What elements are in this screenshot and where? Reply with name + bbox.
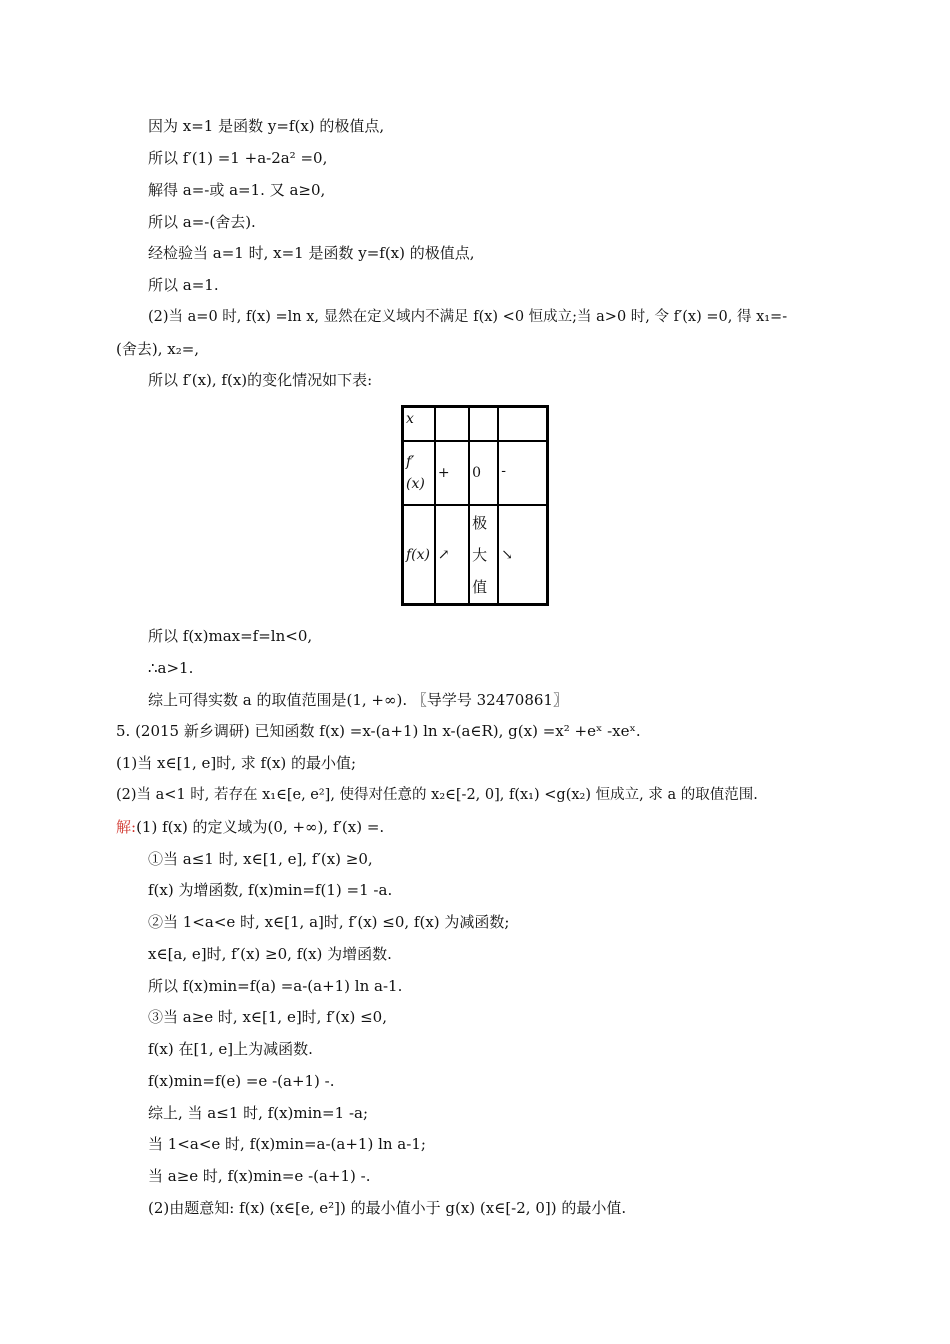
text-line: 解得 a=-或 a=1. 又 a≥0, <box>148 181 326 199</box>
text-line: 所以 f(x)max=f=ln<0, <box>148 627 313 645</box>
text-line: 综上可得实数 a 的取值范围是(1, +∞). 〖导学号 32470861〗 <box>148 691 568 709</box>
text-line: 经检验当 a=1 时, x=1 是函数 y=f(x) 的极值点, <box>148 244 475 262</box>
table-cell: ↘ <box>498 505 547 604</box>
text-line: 综上, 当 a≤1 时, f(x)min=1 -a; <box>148 1104 369 1122</box>
table-cell: 极大值 <box>469 505 498 604</box>
text-line: 所以 f′(1) =1 +a-2a² =0, <box>148 149 328 167</box>
text-line: ∴a>1. <box>148 659 194 677</box>
table-row <box>403 441 548 505</box>
text-line: 所以 f′(x), f(x)的变化情况如下表: <box>148 371 373 389</box>
text-line: 所以 a=1. <box>148 276 219 294</box>
text-line: 所以 a=-(舍去). <box>148 213 256 231</box>
text-line: 当 a≥e 时, f(x)min=e -(a+1) -. <box>148 1167 371 1185</box>
text-line: (2)当 a=0 时, f(x) =ln x, 显然在定义域内不满足 f(x) <0 恒成立;当 a>0 时, 令 f′(x) =0, 得 x₁=- <box>148 309 788 325</box>
text-line <box>116 817 384 837</box>
text-line: f(x) 为增函数, f(x)min=f(1) =1 -a. <box>148 881 393 899</box>
text-line: f(x) 在[1, e]上为减函数. <box>148 1040 313 1058</box>
text-line: (舍去), x₂=, <box>116 340 200 358</box>
text-line: ③当 a≥e 时, x∈[1, e]时, f′(x) ≤0, <box>148 1008 387 1026</box>
table-cell: - <box>498 441 547 505</box>
table-cell <box>469 407 498 441</box>
variation-table <box>401 405 549 606</box>
table-row <box>403 505 548 604</box>
table-cell: ↗ <box>435 505 469 604</box>
solution-label: 解: <box>116 818 137 836</box>
text-line: ②当 1<a<e 时, x∈[1, a]时, f′(x) ≤0, f(x) 为减函数; <box>148 913 510 931</box>
text-line: (2)当 a<1 时, 若存在 x₁∈[e, e²], 使得对任意的 x₂∈[-2, 0], f(x₁) <g(x₂) 恒成立, 求 a 的取值范围. <box>116 787 758 803</box>
table-cell: 0 <box>469 441 498 505</box>
text-line: (1)当 x∈[1, e]时, 求 f(x) 的最小值; <box>116 754 357 772</box>
table-cell <box>435 407 469 441</box>
table-cell: f(x) <box>403 505 435 604</box>
text-line: 当 1<a<e 时, f(x)min=a-(a+1) ln a-1; <box>148 1135 426 1153</box>
table-cell: + <box>435 441 469 505</box>
table-row <box>403 407 548 441</box>
problem-line: 5. (2015 新乡调研) 已知函数 f(x) =x-(a+1) ln x-(a∈R), g(x) =x² +eˣ -xeˣ. <box>116 722 641 740</box>
text-line: f(x)min=f(e) =e -(a+1) -. <box>148 1072 335 1090</box>
text-line: 所以 f(x)min=f(a) =a-(a+1) ln a-1. <box>148 977 403 995</box>
solution-text: (1) f(x) 的定义域为(0, +∞), f′(x) =. <box>136 818 385 836</box>
table-cell: f′(x) <box>403 441 435 505</box>
text-line: (2)由题意知: f(x) (x∈[e, e²]) 的最小值小于 g(x) (x∈[-2, 0]) 的最小值. <box>148 1199 627 1217</box>
text-line: 因为 x=1 是函数 y=f(x) 的极值点, <box>148 117 385 135</box>
table-cell <box>498 407 547 441</box>
table-cell: x <box>403 407 435 441</box>
text-line: ①当 a≤1 时, x∈[1, e], f′(x) ≥0, <box>148 850 373 868</box>
text-line: x∈[a, e]时, f′(x) ≥0, f(x) 为增函数. <box>148 945 392 963</box>
